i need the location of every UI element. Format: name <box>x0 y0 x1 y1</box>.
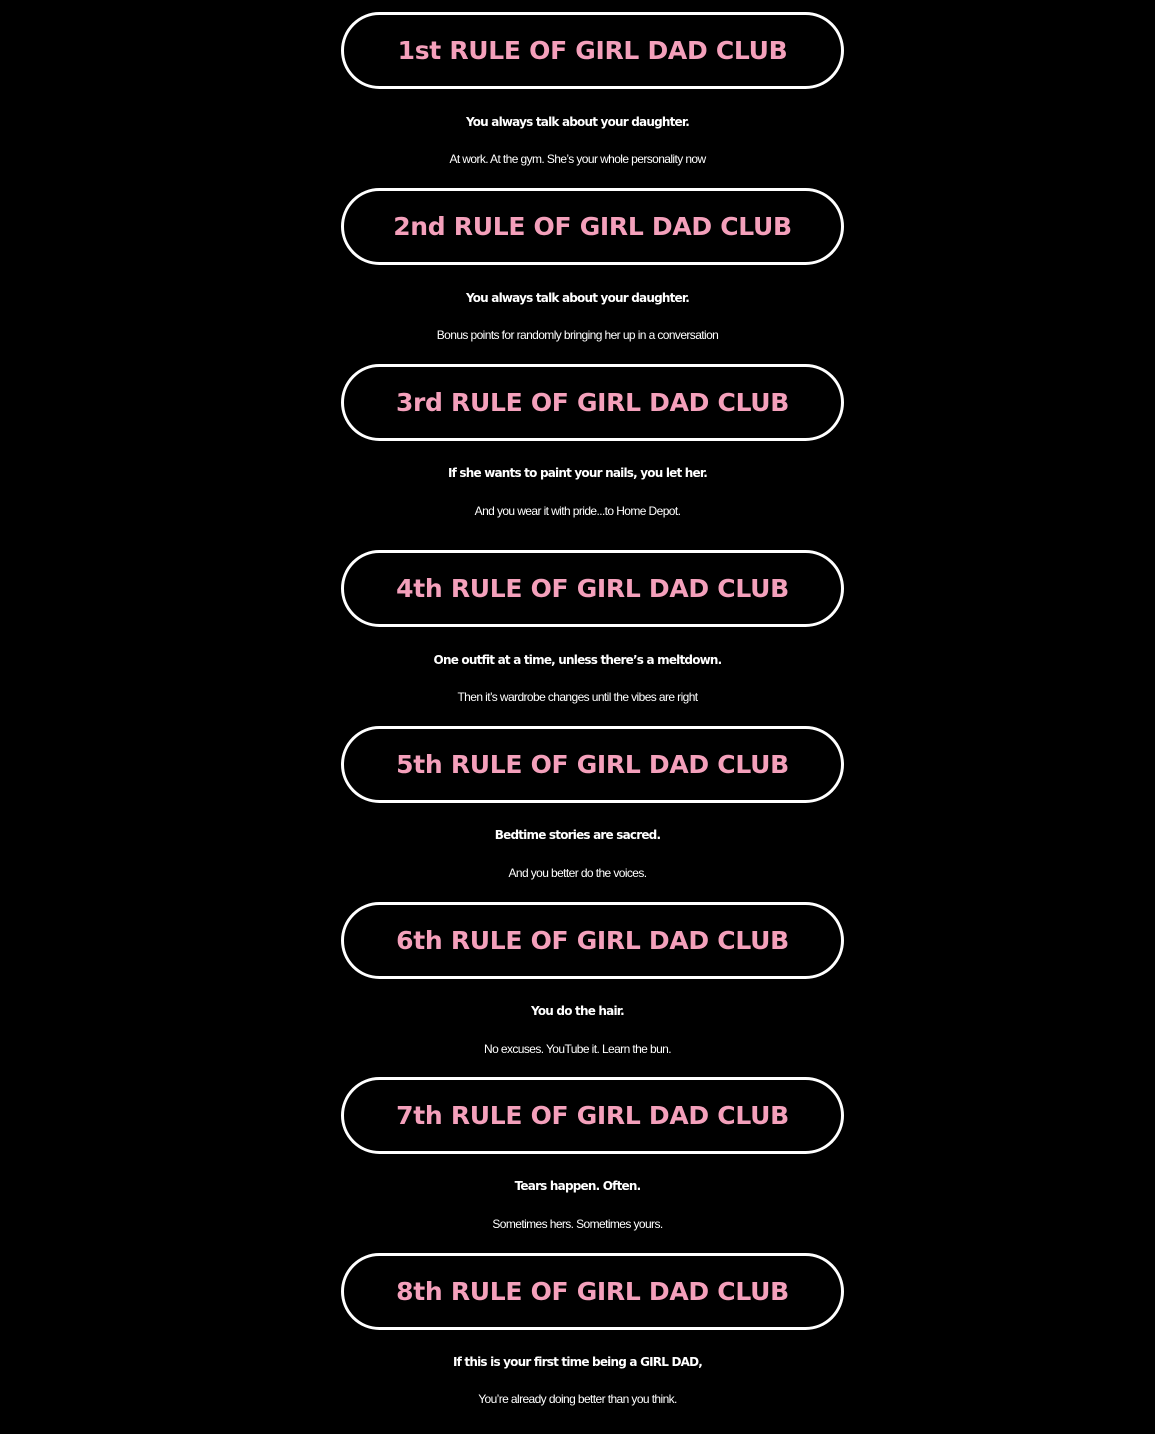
rule-7-subline: Sometimes hers. Sometimes yours. <box>492 1217 663 1231</box>
rule-8-badge: 8th RULE OF GIRL DAD CLUB <box>341 1253 844 1330</box>
rule-4-subline: Then it’s wardrobe changes until the vibes are right <box>457 690 698 704</box>
rule-3-subline: And you wear it with pride...to Home Depot. <box>474 504 681 518</box>
rule-4-badge: 4th RULE OF GIRL DAD CLUB <box>341 550 844 627</box>
rule-5-headline: Bedtime stories are sacred. <box>494 828 661 842</box>
rule-6-badge: 6th RULE OF GIRL DAD CLUB <box>341 902 844 979</box>
rule-7-headline: Tears happen. Often. <box>514 1179 641 1193</box>
rule-2-headline: You always talk about your daughter. <box>465 291 690 305</box>
rule-1-badge: 1st RULE OF GIRL DAD CLUB <box>341 12 844 89</box>
rule-2-badge: 2nd RULE OF GIRL DAD CLUB <box>341 188 844 265</box>
rule-3-headline: If she wants to paint your nails, you let her. <box>447 466 708 480</box>
rule-7-badge: 7th RULE OF GIRL DAD CLUB <box>341 1077 844 1154</box>
rule-1-subline: At work. At the gym. She’s your whole personality now <box>449 152 706 166</box>
rule-6-subline: No excuses. YouTube it. Learn the bun. <box>484 1042 671 1056</box>
rule-8-headline: If this is your first time being a GIRL DAD, <box>452 1355 703 1369</box>
rule-1-headline: You always talk about your daughter. <box>465 115 690 129</box>
rule-8-subline: You’re already doing better than you think. <box>478 1392 677 1406</box>
rule-6-headline: You do the hair. <box>531 1004 624 1018</box>
rule-2-subline: Bonus points for randomly bringing her up in a conversation <box>436 328 719 342</box>
rule-3-badge: 3rd RULE OF GIRL DAD CLUB <box>341 364 844 441</box>
rule-5-badge: 5th RULE OF GIRL DAD CLUB <box>341 726 844 803</box>
rule-4-headline: One outfit at a time, unless there’s a meltdown. <box>433 653 722 667</box>
rule-5-subline: And you better do the voices. <box>508 866 647 880</box>
